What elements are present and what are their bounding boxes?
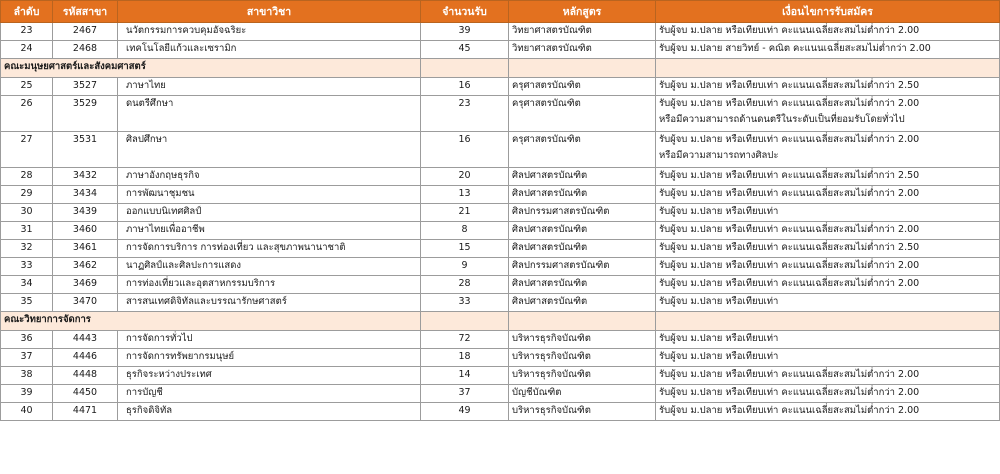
code-cell: 3462 — [53, 258, 118, 276]
condition-cell — [656, 204, 1000, 222]
seq-cell: 31 — [1, 222, 53, 240]
program-cell: วิทยาศาสตรบัณฑิต — [509, 23, 656, 41]
condition-line: หรือมีความสามารถทางศิลปะ — [659, 150, 779, 161]
major-cell: การจัดการทั่วไป — [118, 331, 421, 349]
header-condition: เงื่อนไขการรับสมัคร — [656, 1, 1000, 23]
seq-cell: 30 — [1, 204, 53, 222]
quota-cell: 18 — [421, 349, 509, 367]
seq-cell: 37 — [1, 349, 53, 367]
faculty-section-blank-program — [509, 312, 656, 331]
seq-cell: 25 — [1, 78, 53, 96]
quota-cell: 49 — [421, 403, 509, 421]
condition-line: รับผู้จบ ม.ปลาย หรือเทียบเท่า — [659, 206, 779, 217]
condition-line: รับผู้จบ ม.ปลาย สายวิทย์ - คณิต คะแนนเฉลี่ยสะสมไม่ต่ำกว่า 2.00 — [659, 43, 931, 54]
faculty-section-blank-condition — [656, 59, 1000, 78]
quota-cell: 8 — [421, 222, 509, 240]
program-cell: วิทยาศาสตรบัณฑิต — [509, 41, 656, 59]
condition-line: รับผู้จบ ม.ปลาย หรือเทียบเท่า คะแนนเฉลี่ยสะสมไม่ต่ำกว่า 2.00 — [659, 134, 920, 145]
quota-cell: 23 — [421, 96, 509, 132]
quota-cell: 15 — [421, 240, 509, 258]
code-cell: 2468 — [53, 41, 118, 59]
header-quota: จำนวนรับ — [421, 1, 509, 23]
condition-cell — [656, 222, 1000, 240]
program-cell: ศิลปศาสตรบัณฑิต — [509, 168, 656, 186]
condition-cell — [656, 367, 1000, 385]
condition-cell — [656, 23, 1000, 41]
program-cell: ครุศาสตรบัณฑิต — [509, 132, 656, 168]
seq-cell: 27 — [1, 132, 53, 168]
program-cell: ศิลปศาสตรบัณฑิต — [509, 222, 656, 240]
seq-cell: 32 — [1, 240, 53, 258]
major-cell: นวัตกรรมการควบคุมอัจฉริยะ — [118, 23, 421, 41]
condition-cell — [656, 78, 1000, 96]
quota-cell: 28 — [421, 276, 509, 294]
seq-cell: 35 — [1, 294, 53, 312]
major-cell: การบัญชี — [118, 385, 421, 403]
seq-cell: 33 — [1, 258, 53, 276]
condition-cell — [656, 331, 1000, 349]
condition-cell — [656, 294, 1000, 312]
code-cell: 4446 — [53, 349, 118, 367]
code-cell: 4443 — [53, 331, 118, 349]
table-row — [1, 222, 1000, 240]
code-cell: 3460 — [53, 222, 118, 240]
condition-line: รับผู้จบ ม.ปลาย หรือเทียบเท่า คะแนนเฉลี่ยสะสมไม่ต่ำกว่า 2.00 — [659, 224, 920, 235]
quota-cell: 20 — [421, 168, 509, 186]
table-row — [1, 96, 1000, 132]
program-cell: บัญชีบัณฑิต — [509, 385, 656, 403]
faculty-section-blank-quota — [421, 312, 509, 331]
faculty-section-row — [1, 59, 1000, 78]
program-cell: ครุศาสตรบัณฑิต — [509, 78, 656, 96]
code-cell: 3469 — [53, 276, 118, 294]
major-cell: การพัฒนาชุมชน — [118, 186, 421, 204]
seq-cell: 34 — [1, 276, 53, 294]
condition-cell — [656, 258, 1000, 276]
program-cell: ครุศาสตรบัณฑิต — [509, 96, 656, 132]
major-cell: การท่องเที่ยวและอุตสาหกรรมบริการ — [118, 276, 421, 294]
condition-line: รับผู้จบ ม.ปลาย หรือเทียบเท่า คะแนนเฉลี่ยสะสมไม่ต่ำกว่า 2.00 — [659, 260, 920, 271]
quota-cell: 72 — [421, 331, 509, 349]
condition-cell — [656, 41, 1000, 59]
major-cell: เทคโนโลยีแก้วและเซรามิก — [118, 41, 421, 59]
condition-line: รับผู้จบ ม.ปลาย หรือเทียบเท่า — [659, 351, 779, 362]
condition-cell — [656, 385, 1000, 403]
program-cell: บริหารธุรกิจบัณฑิต — [509, 349, 656, 367]
table-row — [1, 349, 1000, 367]
code-cell: 4448 — [53, 367, 118, 385]
header-row — [1, 1, 1000, 23]
condition-line: รับผู้จบ ม.ปลาย หรือเทียบเท่า คะแนนเฉลี่ยสะสมไม่ต่ำกว่า 2.50 — [659, 80, 920, 91]
faculty-title: คณะวิทยาการจัดการ — [1, 312, 421, 331]
seq-cell: 26 — [1, 96, 53, 132]
table-row — [1, 204, 1000, 222]
condition-cell — [656, 168, 1000, 186]
code-cell: 3461 — [53, 240, 118, 258]
program-cell: ศิลปกรรมศาสตรบัณฑิต — [509, 204, 656, 222]
table-row — [1, 276, 1000, 294]
seq-cell: 38 — [1, 367, 53, 385]
major-cell: ออกแบบนิเทศศิลป์ — [118, 204, 421, 222]
table-row — [1, 41, 1000, 59]
quota-cell: 39 — [421, 23, 509, 41]
code-cell: 3531 — [53, 132, 118, 168]
table-row — [1, 367, 1000, 385]
major-cell: สารสนเทศดิจิทัลและบรรณารักษศาสตร์ — [118, 294, 421, 312]
code-cell: 3470 — [53, 294, 118, 312]
code-cell: 3439 — [53, 204, 118, 222]
quota-cell: 9 — [421, 258, 509, 276]
code-cell: 4471 — [53, 403, 118, 421]
faculty-section-row — [1, 312, 1000, 331]
condition-line: รับผู้จบ ม.ปลาย หรือเทียบเท่า คะแนนเฉลี่ยสะสมไม่ต่ำกว่า 2.00 — [659, 25, 920, 36]
program-cell: ศิลปกรรมศาสตรบัณฑิต — [509, 258, 656, 276]
condition-cell — [656, 240, 1000, 258]
code-cell: 3434 — [53, 186, 118, 204]
quota-cell: 16 — [421, 132, 509, 168]
code-cell: 4450 — [53, 385, 118, 403]
condition-line: รับผู้จบ ม.ปลาย หรือเทียบเท่า คะแนนเฉลี่ยสะสมไม่ต่ำกว่า 2.00 — [659, 98, 920, 109]
faculty-title: คณะมนุษยศาสตร์และสังคมศาสตร์ — [1, 59, 421, 78]
table-row — [1, 168, 1000, 186]
table-row — [1, 258, 1000, 276]
program-cell: บริหารธุรกิจบัณฑิต — [509, 331, 656, 349]
table-row — [1, 186, 1000, 204]
header-major: สาขาวิชา — [118, 1, 421, 23]
quota-cell: 37 — [421, 385, 509, 403]
condition-line: รับผู้จบ ม.ปลาย หรือเทียบเท่า คะแนนเฉลี่ยสะสมไม่ต่ำกว่า 2.50 — [659, 242, 920, 253]
code-cell: 3432 — [53, 168, 118, 186]
major-cell: นาฏศิลป์และศิลปะการแสดง — [118, 258, 421, 276]
condition-cell — [656, 349, 1000, 367]
program-cell: ศิลปศาสตรบัณฑิต — [509, 240, 656, 258]
program-cell: ศิลปศาสตรบัณฑิต — [509, 276, 656, 294]
major-cell: ธุรกิจดิจิทัล — [118, 403, 421, 421]
code-cell: 2467 — [53, 23, 118, 41]
quota-cell: 21 — [421, 204, 509, 222]
major-cell: การจัดการบริการ การท่องเที่ยว และสุขภาพนานาชาติ — [118, 240, 421, 258]
code-cell: 3527 — [53, 78, 118, 96]
program-cell: บริหารธุรกิจบัณฑิต — [509, 403, 656, 421]
condition-line: รับผู้จบ ม.ปลาย หรือเทียบเท่า คะแนนเฉลี่ยสะสมไม่ต่ำกว่า 2.00 — [659, 188, 920, 199]
seq-cell: 24 — [1, 41, 53, 59]
condition-line: รับผู้จบ ม.ปลาย หรือเทียบเท่า คะแนนเฉลี่ยสะสมไม่ต่ำกว่า 2.00 — [659, 387, 920, 398]
major-cell: การจัดการทรัพยากรมนุษย์ — [118, 349, 421, 367]
major-cell: ภาษาอังกฤษธุรกิจ — [118, 168, 421, 186]
major-cell: ธุรกิจระหว่างประเทศ — [118, 367, 421, 385]
quota-cell: 45 — [421, 41, 509, 59]
faculty-section-blank-condition — [656, 312, 1000, 331]
condition-cell — [656, 403, 1000, 421]
condition-line: รับผู้จบ ม.ปลาย หรือเทียบเท่า คะแนนเฉลี่ยสะสมไม่ต่ำกว่า 2.50 — [659, 170, 920, 181]
seq-cell: 28 — [1, 168, 53, 186]
major-cell: ศิลปศึกษา — [118, 132, 421, 168]
program-cell: บริหารธุรกิจบัณฑิต — [509, 367, 656, 385]
major-cell: ภาษาไทยเพื่ออาชีพ — [118, 222, 421, 240]
condition-cell — [656, 276, 1000, 294]
quota-cell: 33 — [421, 294, 509, 312]
major-cell: ดนตรีศึกษา — [118, 96, 421, 132]
header-seq: ลำดับ — [1, 1, 53, 23]
condition-cell — [656, 96, 1000, 132]
condition-line: หรือมีความสามารถด้านดนตรีในระดับเป็นที่ยอมรับโดยทั่วไป — [659, 114, 905, 125]
code-cell: 3529 — [53, 96, 118, 132]
table-row — [1, 403, 1000, 421]
condition-line: รับผู้จบ ม.ปลาย หรือเทียบเท่า — [659, 296, 779, 307]
condition-line: รับผู้จบ ม.ปลาย หรือเทียบเท่า คะแนนเฉลี่ยสะสมไม่ต่ำกว่า 2.00 — [659, 278, 920, 289]
table-row — [1, 385, 1000, 403]
table-row — [1, 294, 1000, 312]
table-row — [1, 240, 1000, 258]
quota-cell: 13 — [421, 186, 509, 204]
quota-cell: 16 — [421, 78, 509, 96]
program-cell: ศิลปศาสตรบัณฑิต — [509, 294, 656, 312]
faculty-section-blank-program — [509, 59, 656, 78]
condition-line: รับผู้จบ ม.ปลาย หรือเทียบเท่า คะแนนเฉลี่ยสะสมไม่ต่ำกว่า 2.00 — [659, 405, 920, 416]
table-row — [1, 23, 1000, 41]
condition-cell — [656, 132, 1000, 168]
condition-line: รับผู้จบ ม.ปลาย หรือเทียบเท่า — [659, 333, 779, 344]
header-code: รหัสสาขา — [53, 1, 118, 23]
program-cell: ศิลปศาสตรบัณฑิต — [509, 186, 656, 204]
condition-line: รับผู้จบ ม.ปลาย หรือเทียบเท่า คะแนนเฉลี่ยสะสมไม่ต่ำกว่า 2.00 — [659, 369, 920, 380]
header-program: หลักสูตร — [509, 1, 656, 23]
condition-cell — [656, 186, 1000, 204]
seq-cell: 29 — [1, 186, 53, 204]
table-row — [1, 132, 1000, 168]
seq-cell: 23 — [1, 23, 53, 41]
table-row — [1, 331, 1000, 349]
seq-cell: 36 — [1, 331, 53, 349]
seq-cell: 40 — [1, 403, 53, 421]
seq-cell: 39 — [1, 385, 53, 403]
table-body — [1, 23, 1000, 421]
table-row — [1, 78, 1000, 96]
quota-cell: 14 — [421, 367, 509, 385]
major-cell: ภาษาไทย — [118, 78, 421, 96]
faculty-section-blank-quota — [421, 59, 509, 78]
